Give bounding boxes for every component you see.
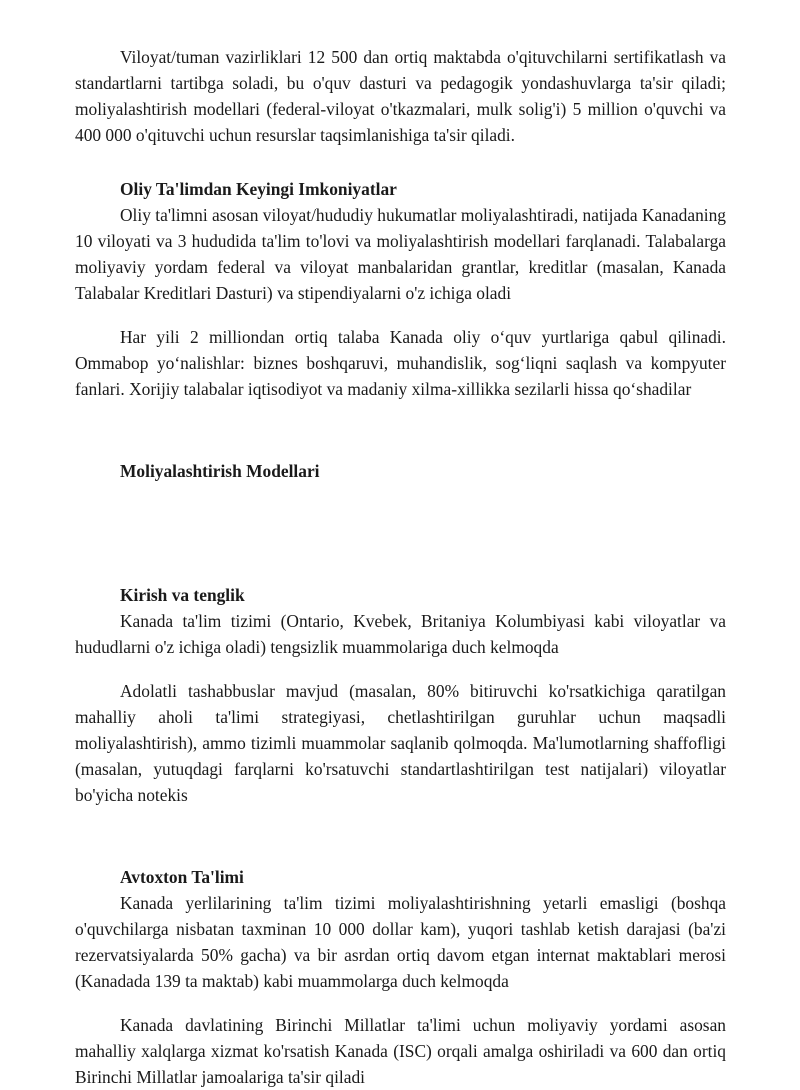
paragraph-intro: Viloyat/tuman vazirliklari 12 500 dan ortiq maktabda o'qituvchilarni sertifikatlash va standartlarni tartibga soladi, bu o'quv dasturi va pedagogik yondashuvlarga ta'sir qiladi; moliyalashtirish modellari (federal-viloyat o'tkazmalari, mulk solig'i) 5 million o'quvchi va 400 000 o'qituvchi uchun resurslar taqsimlanishiga ta'sir qiladi. xyxy=(75,47,726,145)
paragraph-indigenous-2: Kanada davlatining Birinchi Millatlar ta'limi uchun moliyaviy yordami asosan mahalliy xalqlarga xizmat ko'rsatish Kanada (ISC) orqali amalga oshiriladi va 600 dan ortiq Birinchi Millatlar jamoalariga ta'sir qiladi xyxy=(75,1015,726,1087)
paragraph-higher-education-1: Oliy ta'limni asosan viloyat/hududiy hukumatlar moliyalashtiradi, natijada Kanadaning 10 viloyati va 3 hududida ta'lim to'lovi va moliyalashtirish modellari farqlanadi. Talabalarga moliyaviy yordam federal va viloyat manbalaridan grantlar, kreditlar (masalan, Kanada Talabalar Kreditlari Dasturi) va stipendiyalarni o'z ichiga oladi xyxy=(75,205,726,303)
heading-funding-models: Moliyalashtirish Modellari xyxy=(120,461,320,481)
spacer xyxy=(75,994,726,1012)
spacer xyxy=(75,148,726,176)
document-page xyxy=(75,44,726,1090)
paragraph-equity-1: Kanada ta'lim tizimi (Ontario, Kvebek, Britaniya Kolumbiyasi kabi viloyatlar va hududlarni o'z ichiga oladi) tengsizlik muammolariga duch kelmoqda xyxy=(75,611,726,657)
paragraph-indigenous-1: Kanada yerlilarining ta'lim tizimi moliyalashtirishning yetarli emasligi (boshqa o'quvchilarga nisbatan taxminan 10 000 dollar kam), yuqori tashlab ketish darajasi (ba'zi rezervatsiyalarda 50% gacha) va bir asrdan ortiq davom etgan internat maktablari merosi (Kanadada 139 ta maktab) kabi muammolarga duch kelmoqda xyxy=(75,893,726,991)
heading-intro-equity: Kirish va tenglik xyxy=(120,585,245,605)
spacer xyxy=(75,306,726,324)
heading-higher-education: Oliy Ta'limdan Keyingi Imkoniyatlar xyxy=(120,179,397,199)
paragraph-equity-2: Adolatli tashabbuslar mavjud (masalan, 80% bitiruvchi ko'rsatkichiga qaratilgan mahalliy aholi ta'limi strategiyasi, chetlashtirilgan guruhlar uchun maqsadli moliyalashtirish), ammo tizimli muammolar saqlanib qolmoqda. Ma'lumotlarning shaffofligi (masalan, yutuqdagi farqlarni ko'rsatuvchi standartlashtirilgan test natijalari) viloyatlar bo'yicha notekis xyxy=(75,681,726,805)
heading-indigenous-education: Avtoxton Ta'limi xyxy=(120,867,244,887)
spacer xyxy=(75,484,726,582)
spacer xyxy=(75,402,726,458)
paragraph-higher-education-2: Har yili 2 milliondan ortiq talaba Kanada oliy o‘quv yurtlariga qabul qilinadi. Ommabop yo‘nalishlar: biznes boshqaruvi, muhandislik, sog‘liqni saqlash va kompyuter fanlari. Xorijiy talabalar iqtisodiyot va madaniy xilma-xillikka sezilarli hissa qo‘shadilar xyxy=(75,327,726,399)
spacer xyxy=(75,808,726,864)
spacer xyxy=(75,660,726,678)
